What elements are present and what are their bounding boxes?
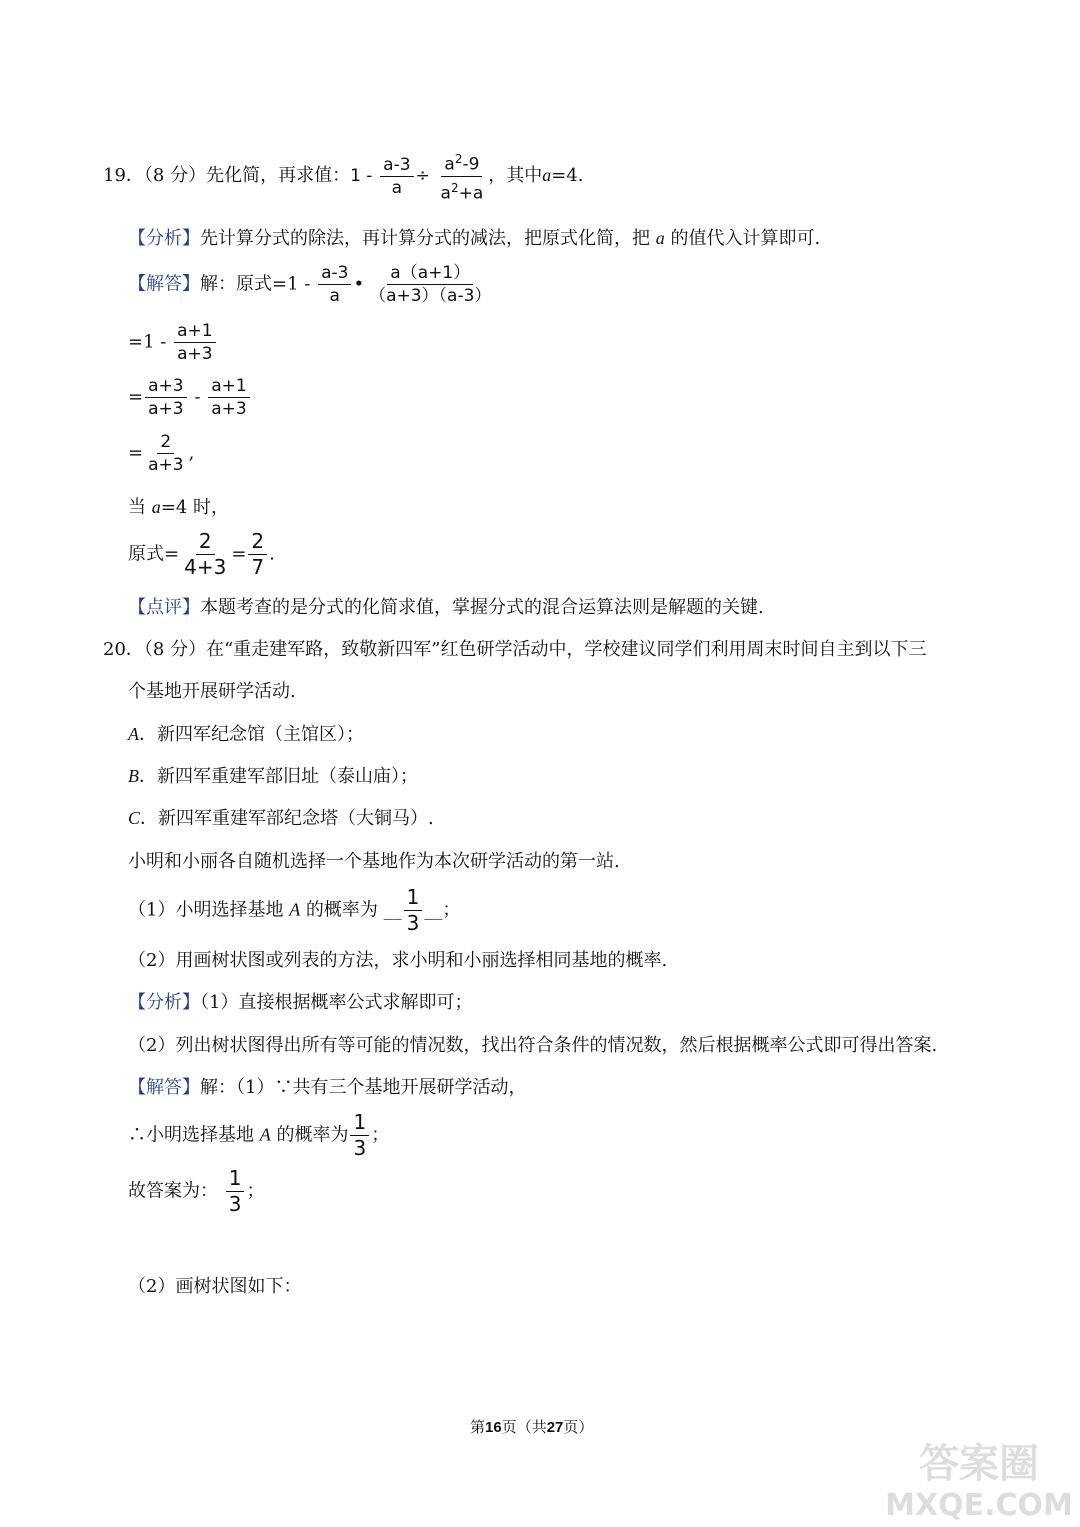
q19-review: 【点评】本题考查的是分式的化简求值，掌握分式的混合运算法则是解题的关键. — [128, 597, 764, 618]
fraction: $\frac{2}{4+3}$ — [184, 529, 227, 579]
q19-answer-line4: = $\frac{2}{a+3}$ , — [128, 432, 195, 475]
fraction: $\frac{1}{3}$ — [350, 1110, 369, 1161]
fraction: $\frac{a+3}{a+3}$ — [145, 375, 186, 420]
fraction: $\frac{a+1}{a+3}$ — [208, 375, 249, 420]
q20-option-a: A．新四军纪念馆（主馆区）； — [128, 724, 364, 745]
analysis-tag: 【分析】 — [128, 992, 200, 1013]
fraction: $\frac{2}{7}$ — [248, 529, 267, 580]
page-footer: 第16页（共27页） — [470, 1418, 594, 1436]
fraction: $\frac{1}{3}$ — [404, 885, 423, 936]
q19-analysis: 【分析】先计算分式的除法，再计算分式的减法，把原式化简，把 a 的值代入计算即可. — [128, 228, 821, 249]
page-total: 27 — [546, 1419, 564, 1436]
q20-tree-label: （2）画树状图如下： — [128, 1276, 302, 1297]
q20-so: 故答案为： $\frac{1}{3}$ ； — [128, 1166, 265, 1216]
q19-when: 当 a=4 时， — [128, 497, 229, 518]
watermark-top: 答案圈 — [919, 1441, 1039, 1487]
page-number: 16 — [485, 1419, 502, 1436]
watermark-bottom: MXQE.COM — [885, 1488, 1073, 1523]
q20-answer-1: 【解答】解：（1）∵共有三个基地开展研学活动， — [128, 1077, 527, 1098]
watermark-logo — [884, 1431, 1074, 1523]
q20-part1: （1）小明选择基地 A 的概率为 __ $\frac{1}{3}$ __； — [128, 885, 461, 935]
q19-answer-line1: 【解答】解：原式=1 - $\frac{a-3}{a}$ • $\frac{a(a+1)}{(a+3)(a-3)}$ — [128, 262, 496, 307]
q20-line1: 20．（8 分）在“重走建军路，致敬新四军”红色研学活动中，学校建议同学们利用周末时间自主到以下三 — [103, 639, 927, 660]
q20-analysis-2: （2）列出树状图得出所有等可能的情况数，找出符合条件的情况数，然后根据概率公式即可得出答案. — [128, 1035, 938, 1056]
fraction: $\frac{a(a+1)}{(a+3)(a-3)}$ — [369, 263, 492, 306]
q19-final: 原式= $\frac{2}{4+3}$ = $\frac{2}{7}$ . — [128, 529, 275, 579]
q20-option-c: C．新四军重建军部纪念塔（大铜马）. — [128, 808, 434, 829]
fraction: $\frac{a+1}{a+3}$ — [174, 320, 215, 365]
q20-line6: 小明和小丽各自随机选择一个基地作为本次研学活动的第一站. — [128, 851, 620, 872]
q20-line2: 个基地开展研学活动. — [128, 681, 296, 702]
answer-tag: 【解答】 — [128, 1077, 200, 1098]
analysis-tag: 【分析】 — [128, 228, 200, 249]
fraction: $\frac{a-3}{a}$ — [380, 154, 413, 199]
q20-analysis-1: 【分析】（1）直接根据概率公式求解即可； — [128, 992, 473, 1013]
q19-answer-line2: =1 - $\frac{a+1}{a+3}$ — [128, 320, 218, 365]
fraction: $\frac{a^2-9}{a^2+a}$ — [438, 148, 487, 204]
fraction: $\frac{a-3}{a}$ — [318, 262, 351, 307]
q20-therefore: ∴小明选择基地 A 的概率为 $\frac{1}{3}$ ； — [128, 1110, 390, 1160]
fraction: $\frac{2}{a+3}$ — [148, 432, 184, 475]
fraction: $\frac{1}{3}$ — [226, 1166, 245, 1217]
q20-part2: （2）用画树状图或列表的方法，求小明和小丽选择相同基地的概率. — [128, 950, 668, 971]
answer-tag: 【解答】 — [128, 273, 200, 295]
q20-option-b: B．新四军重建军部旧址（泰山庙）； — [128, 766, 418, 787]
review-tag: 【点评】 — [128, 597, 200, 618]
q19-answer-line3: = $\frac{a+3}{a+3}$ - $\frac{a+1}{a+3}$ — [128, 375, 252, 420]
q19-line: 19．（8 分）先化简，再求值：1 - $\frac{a-3}{a}$ ÷ $\frac{a^2-9}{a^2+a}$ ，其中a=4. — [103, 148, 584, 204]
